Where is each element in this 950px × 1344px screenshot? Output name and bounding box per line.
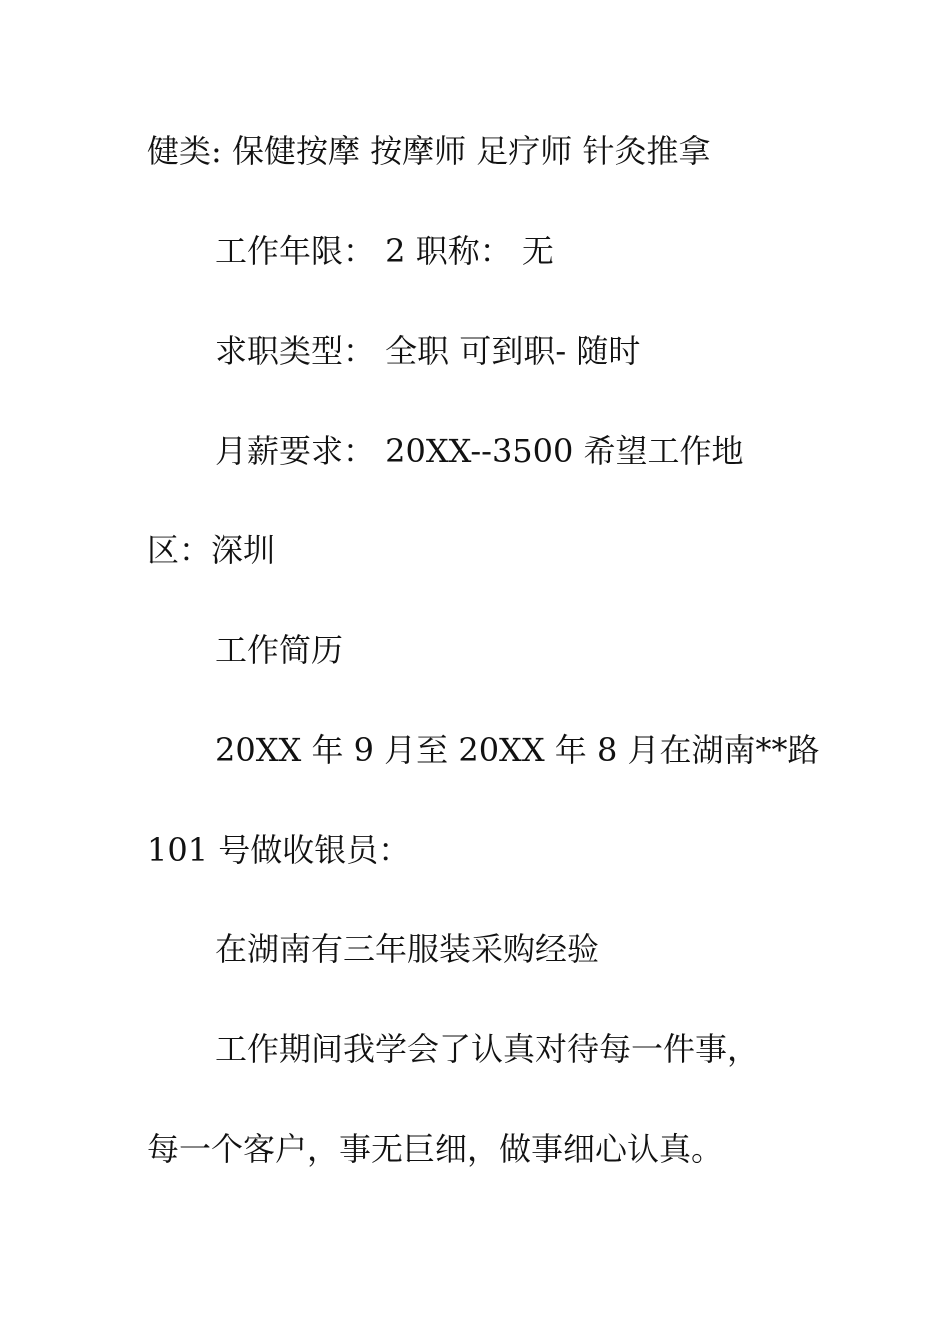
work-history-entry-continuation: 101 号做收银员：	[147, 831, 411, 869]
work-reflection-line: 工作期间我学会了认真对待每一件事，	[215, 1030, 760, 1068]
work-history-entry-line: 20XX 年 9 月至 20XX 年 8 月在湖南**路	[215, 731, 820, 769]
work-years-title-line: 工作年限： 2 职称： 无	[215, 232, 554, 270]
job-category-line: 健类: 保健按摩 按摩师 足疗师 针灸推拿	[147, 132, 711, 170]
purchasing-experience-line: 在湖南有三年服装采购经验	[215, 930, 600, 968]
work-region-line: 区：深圳	[147, 531, 276, 569]
job-type-line: 求职类型： 全职 可到职- 随时	[215, 332, 641, 370]
salary-requirement-line: 月薪要求： 20XX--3500 希望工作地	[215, 432, 744, 470]
work-history-heading: 工作简历	[215, 631, 344, 669]
work-reflection-continuation: 每一个客户，事无巨细，做事细心认真。	[147, 1130, 724, 1168]
